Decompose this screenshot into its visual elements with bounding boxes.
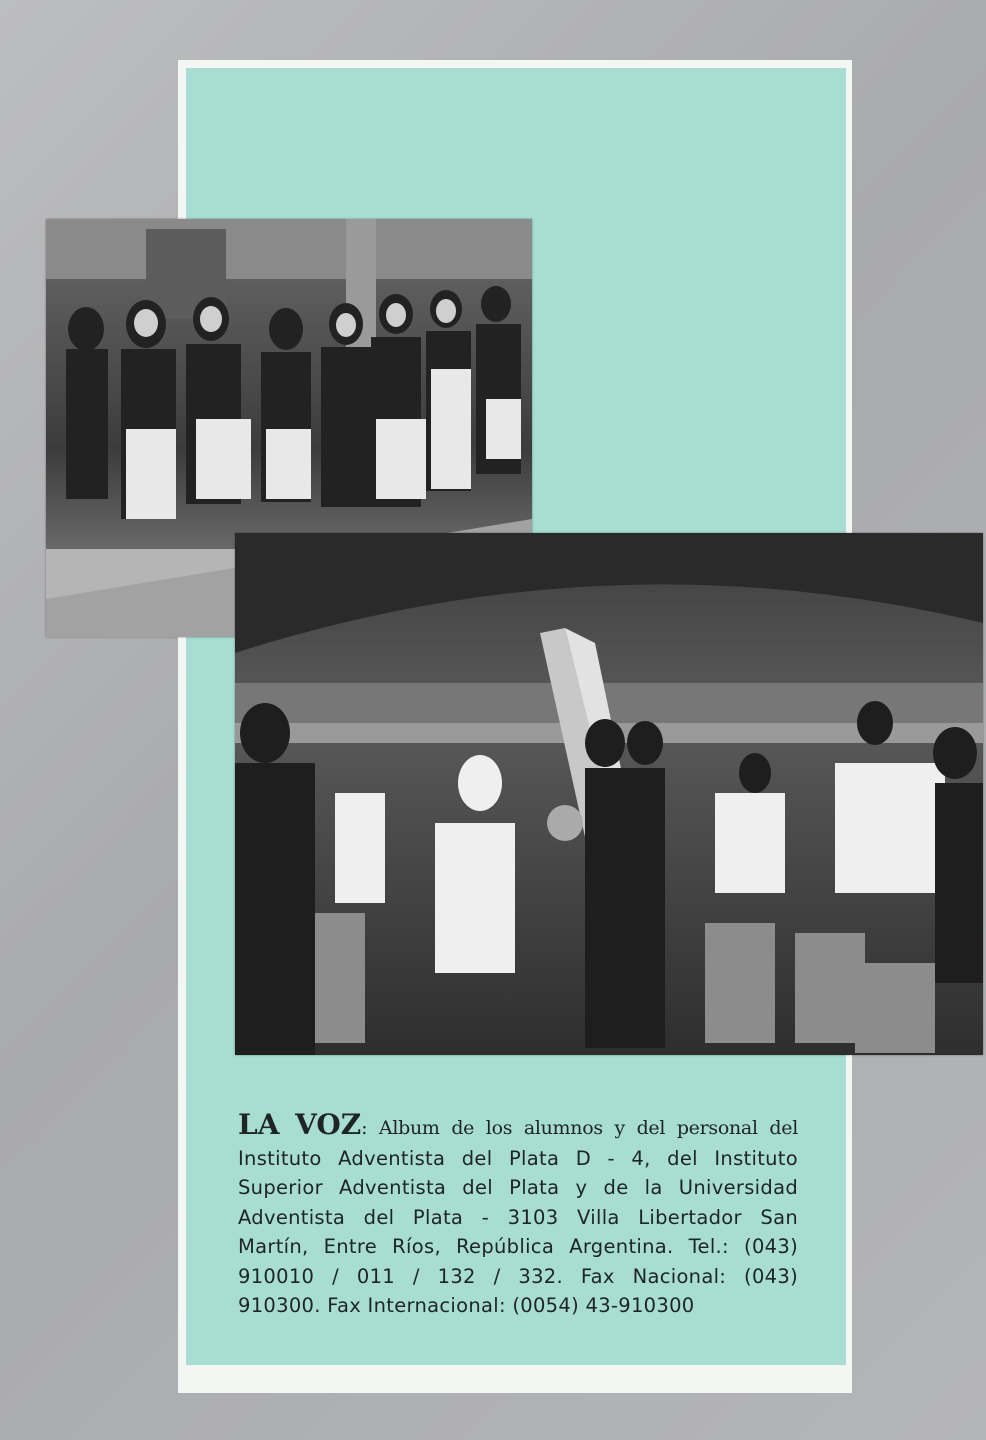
caption-line-1 — [238, 1110, 798, 1144]
caption-line-3: Superior Adventista del Plata y de la Universidad — [238, 1176, 798, 1199]
caption-title: LA VOZ — [238, 1108, 362, 1141]
caption-intro: Album de los alumnos y del personal del — [367, 1117, 798, 1139]
caption-line-7: 910300. Fax Internacional: (0054) 43-910300 — [238, 1294, 695, 1317]
caption-line-6: 910010 / 011 / 132 / 332. Fax Nacional: (043) — [238, 1264, 798, 1288]
caption-text — [238, 1110, 798, 1321]
caption-line-4: Adventista del Plata - 3103 Villa Libertador San — [238, 1205, 798, 1229]
caption-line-2: Instituto Adventista del Plata D - 4, del Instituto — [238, 1146, 798, 1170]
flag-procession-photo — [235, 533, 983, 1055]
caption-title-separator: : — [361, 1117, 368, 1139]
caption-line-5: Martín, Entre Ríos, República Argentina. Tel.: (043) — [238, 1235, 798, 1258]
